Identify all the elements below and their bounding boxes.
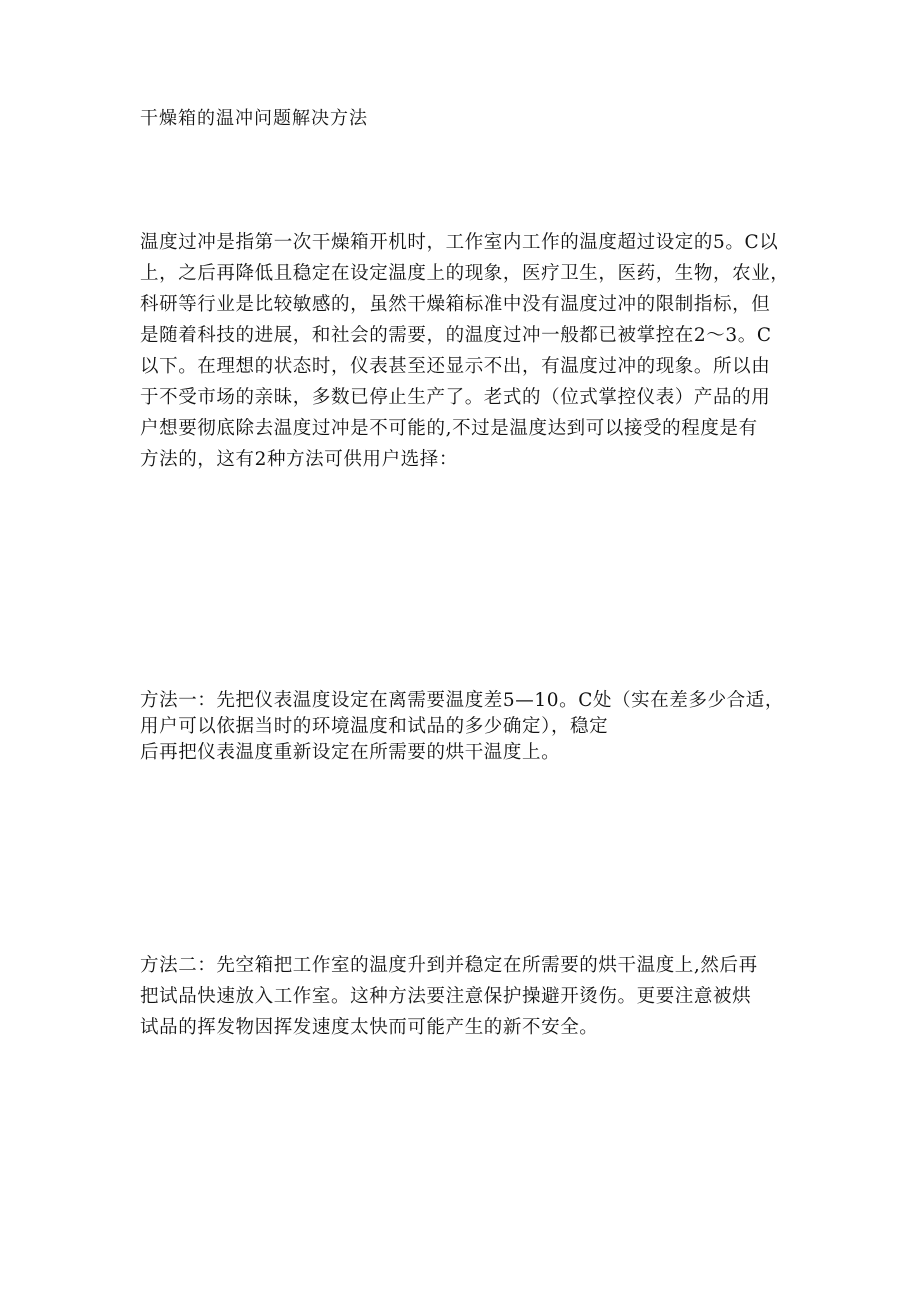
paragraph-line: 方法的，这有2种方法可供用户选择： bbox=[140, 449, 458, 470]
paragraph-line: 于不受市场的亲昧，多数已停止生产了。老式的（位式掌控仪表）产品的用 bbox=[140, 387, 771, 408]
paragraph-line: 方法二：先空箱把工作室的温度升到并稳定在所需要的烘干温度上,然后再 bbox=[140, 955, 758, 976]
paragraph-line: 用户可以依据当时的环境温度和试品的多少确定），稳定 bbox=[140, 716, 609, 737]
paragraph-line: 把试品快速放入工作室。这种方法要注意保护操避开烫伤。更要注意被烘 bbox=[140, 986, 752, 1007]
paragraph-line: 上，之后再降低且稳定在设定温度上的现象，医疗卫生，医药，生物，农业， bbox=[140, 263, 790, 284]
paragraph-temperature-overshoot bbox=[140, 227, 790, 475]
paragraph-line: 是随着科技的进展，和社会的需要，的温度过冲一般都已被掌控在2～3。C bbox=[140, 325, 772, 346]
paragraph-method-two bbox=[140, 950, 790, 1043]
paragraph-line: 以下。在理想的状态时，仪表甚至还显示不出，有温度过冲的现象。所以由 bbox=[140, 356, 771, 377]
paragraph-line: 方法一：先把仪表温度设定在离需要温度差5—10。C处（实在差多少合适， bbox=[140, 690, 784, 711]
paragraph-line: 后再把仪表温度重新设定在所需要的烘干温度上。 bbox=[140, 742, 561, 763]
paragraph-line: 科研等行业是比较敏感的，虽然干燥箱标准中没有温度过冲的限制指标，但 bbox=[140, 294, 771, 315]
paragraph-method-one bbox=[140, 688, 790, 766]
document-title: 干燥箱的温冲问题解决方法 bbox=[140, 108, 368, 129]
paragraph-line: 户想要彻底除去温度过冲是不可能的,不过是温度达到可以接受的程度是有 bbox=[140, 418, 758, 439]
paragraph-line: 试品的挥发物因挥发速度太快而可能产生的新不安全。 bbox=[140, 1017, 599, 1038]
paragraph-line: 温度过冲是指第一次干燥箱开机时，工作室内工作的温度超过设定的5。C以 bbox=[140, 232, 779, 253]
